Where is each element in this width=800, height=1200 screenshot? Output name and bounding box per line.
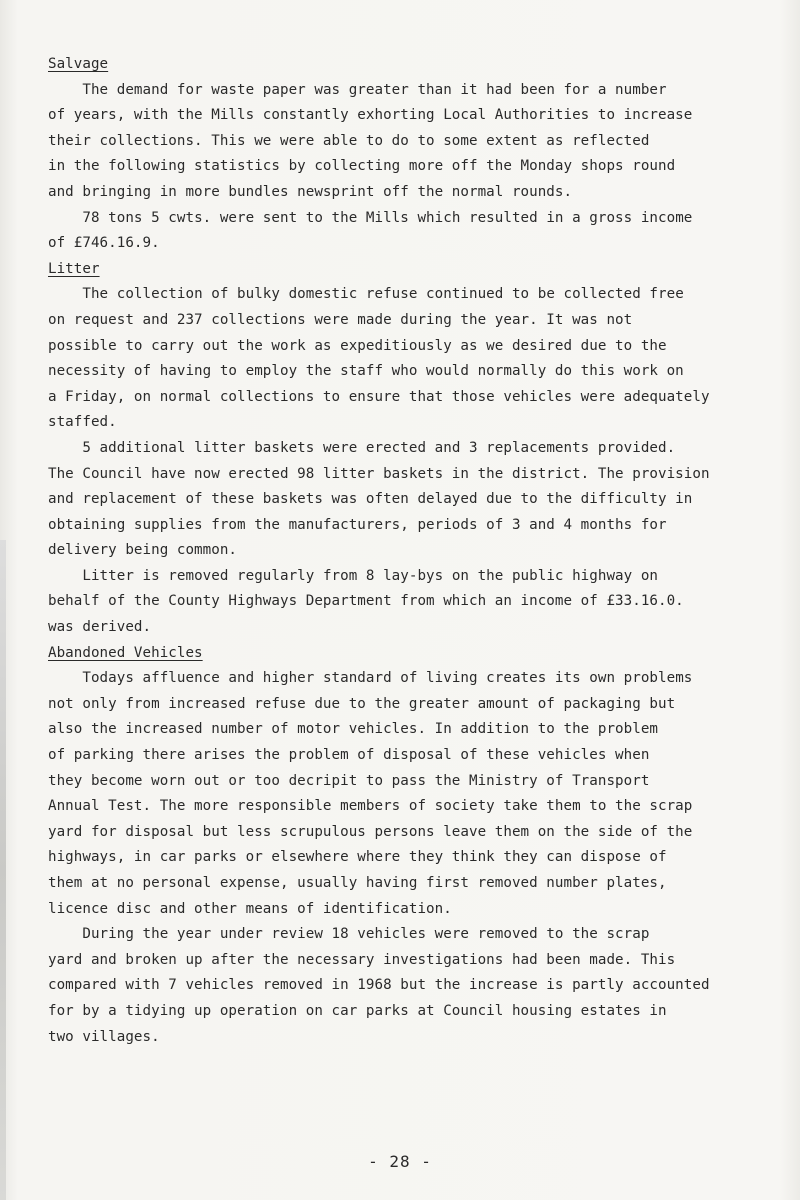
section-litter [48, 257, 790, 641]
section-heading-abandoned-vehicles: Abandoned Vehicles [48, 644, 203, 661]
paragraph: The demand for waste paper was greater than it had been for a number of years, with the Mills constantly exhorting Local Authorities to increase their collections. This we were able to do to some extent as reflected in the following statistics by collecting more off the Monday shops round and bringing in more bundles newsprint off the normal rounds. [48, 81, 693, 200]
page-number: - 28 - [368, 1152, 432, 1171]
section-heading-litter: Litter [48, 260, 100, 277]
paragraph: Litter is removed regularly from 8 lay-bys on the public highway on behalf of the County Highways Department from which an income of £33.16.0. was derived. [48, 567, 684, 636]
paragraph: Todays affluence and higher standard of living creates its own problems not only from increased refuse due to the greater amount of packaging but also the increased number of motor vehicles. In addition to the problem of parking there arises the problem of disposal of these vehicles when they become worn out or too decripit to pass the Ministry of Transport Annual Test. The more responsible members of society take them to the scrap yard for disposal but less scrupulous persons leave them on the side of the highways, in car parks or elsewhere where they think they can dispose of them at no personal expense, usually having first removed number plates, licence disc and other means of identification. [48, 670, 693, 917]
document-body [48, 52, 790, 1050]
paragraph: The collection of bulky domestic refuse continued to be collected free on request and 237 collections were made during the year. It was not possible to carry out the work as expeditiously as we desired due to the necessity of having to employ the staff who would normally do this work on a Friday, on normal collections to ensure that those vehicles were adequately staffed. [48, 286, 710, 431]
paragraph: 5 additional litter baskets were erected and 3 replacements provided. The Council have now erected 98 litter baskets in the district. The provision and replacement of these baskets was often delayed due to the difficulty in obtaining supplies from the manufacturers, periods of 3 and 4 months for delivery being common. [48, 439, 710, 559]
paragraph: During the year under review 18 vehicles were removed to the scrap yard and broken up after the necessary investigations had been made. This compared with 7 vehicles removed in 1968 but the increase is partly accounted for by a tidying up operation on car parks at Council housing estates in two villages. [48, 926, 710, 1045]
section-heading-salvage: Salvage [48, 56, 109, 72]
paragraph: 78 tons 5 cwts. were sent to the Mills which resulted in a gross income of £746.16.9. [48, 209, 693, 252]
section-abandoned-vehicles [48, 641, 790, 1051]
section-salvage [48, 52, 790, 257]
